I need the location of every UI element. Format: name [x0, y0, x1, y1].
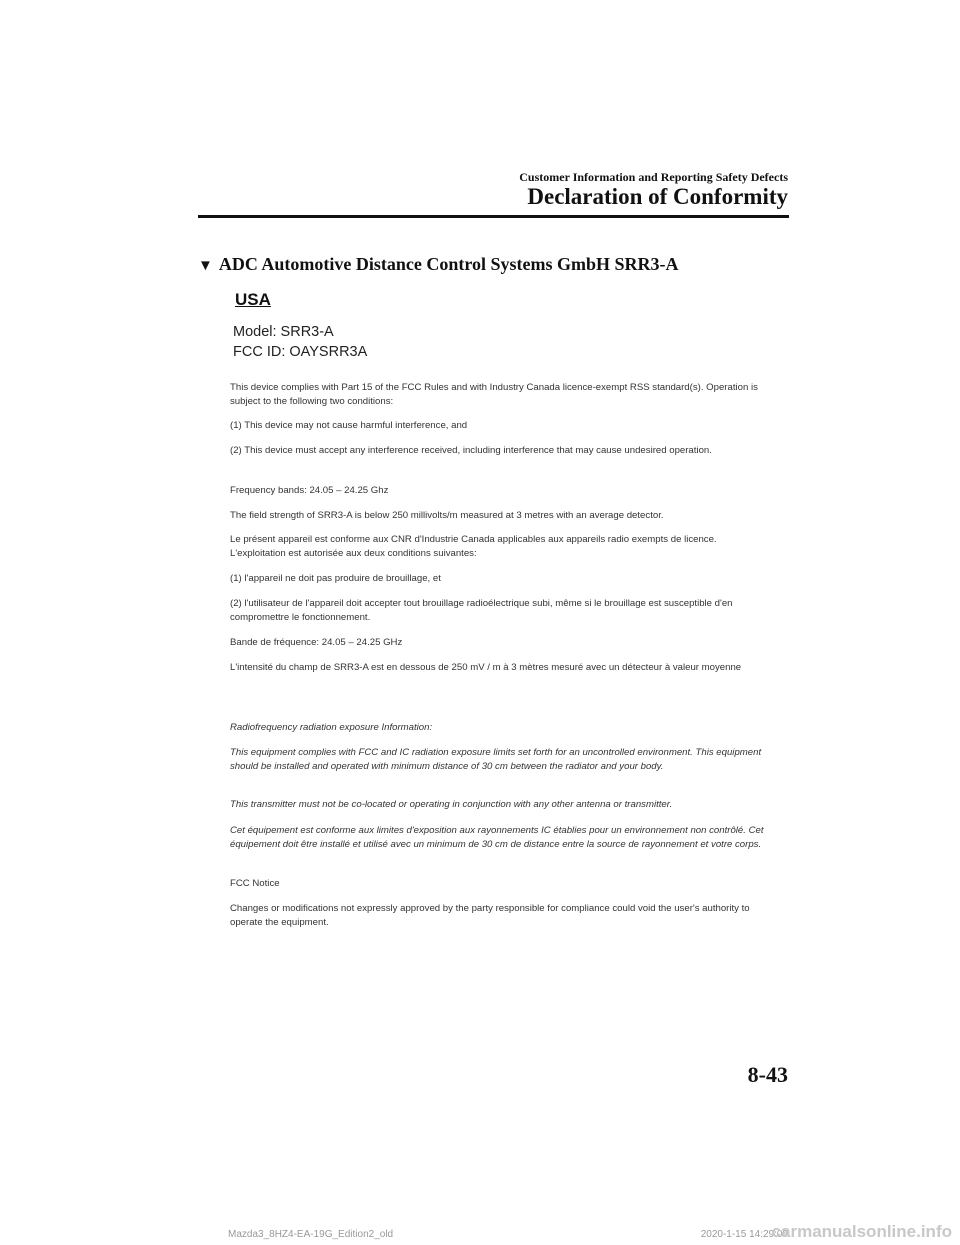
paragraph-rf-exposure-limits: This equipment complies with FCC and IC radiation exposure limits set forth for an uncontrolled environment. This equipment should be installed and operated with minimum distance of 30 cm between the radiator and your body. — [230, 747, 762, 772]
region-label: USA — [235, 290, 271, 309]
footer-edition: Mazda3_8HZ4-EA-19G_Edition2_old — [228, 1229, 394, 1240]
model-label: Model: SRR3-A — [233, 324, 334, 340]
header-chapter-title: Declaration of Conformity — [527, 184, 788, 209]
paragraph-field-strength: The field strength of SRR3-A is below 250 millivolts/m measured at 3 metres with an average detector. — [230, 510, 664, 521]
paragraph-rf-exposure-title: Radiofrequency radiation exposure Information: — [230, 722, 433, 733]
watermark: carmanualsonline.info — [771, 1222, 952, 1241]
header-rule — [198, 215, 789, 218]
paragraph-frequency-bands: Frequency bands: 24.05 – 24.25 Ghz — [230, 485, 389, 496]
paragraph-fr-condition-2: (2) l'utilisateur de l'appareil doit accepter tout brouillage radioélectrique subi, même si le brouillage est susceptible d'en compromettre le fonctionnement. — [230, 598, 733, 623]
header-section-title: Customer Information and Reporting Safety Defects — [519, 170, 788, 184]
paragraph-fr-rf-exposure: Cet équipement est conforme aux limites d'exposition aux rayonnements IC établies pour un environnement non contrôlé. Cet équipement doit être installé et utilisé avec un minimum de 30 cm de distance entre la source de rayonnement et votre corps. — [230, 825, 764, 850]
paragraph-fr-field-strength: L'intensité du champ de SRR3-A est en dessous de 250 mV / m à 3 mètres mesuré avec un détecteur à valeur moyenne — [230, 662, 742, 673]
page-number: 8-43 — [747, 1062, 788, 1087]
paragraph-fr-condition-1: (1) l'appareil ne doit pas produire de brouillage, et — [230, 573, 441, 584]
paragraph-condition-1: (1) This device may not cause harmful interference, and — [230, 420, 468, 431]
fcc-id-label: FCC ID: OAYSRR3A — [233, 344, 368, 360]
paragraph-fr-frequency: Bande de fréquence: 24.05 – 24.25 GHz — [230, 637, 403, 648]
paragraph-compliance: This device complies with Part 15 of the FCC Rules and with Industry Canada licence-exempt RSS standard(s). Operation is subject to the following two conditions: — [230, 382, 758, 407]
paragraph-fcc-notice: Changes or modifications not expressly approved by the party responsible for compliance could void the user's authority to operate the equipment. — [230, 903, 750, 928]
section-heading — [198, 254, 679, 275]
section-heading-text: ADC Automotive Distance Control Systems GmbH SRR3-A — [218, 254, 679, 274]
paragraph-fcc-notice-title: FCC Notice — [230, 878, 280, 889]
paragraph-fr-compliance: Le présent appareil est conforme aux CNR d'Industrie Canada applicables aux appareils radio exempts de licence. L'exploitation est autorisée aux deux conditions suivantes: — [230, 534, 717, 559]
footer-timestamp: 2020-1-15 14:29:09 — [700, 1229, 788, 1240]
triangle-down-icon: ▼ — [198, 258, 213, 274]
paragraph-condition-2: (2) This device must accept any interference received, including interference that may cause undesired operation. — [230, 445, 712, 456]
paragraph-co-location: This transmitter must not be co-located or operating in conjunction with any other antenna or transmitter. — [230, 799, 673, 810]
